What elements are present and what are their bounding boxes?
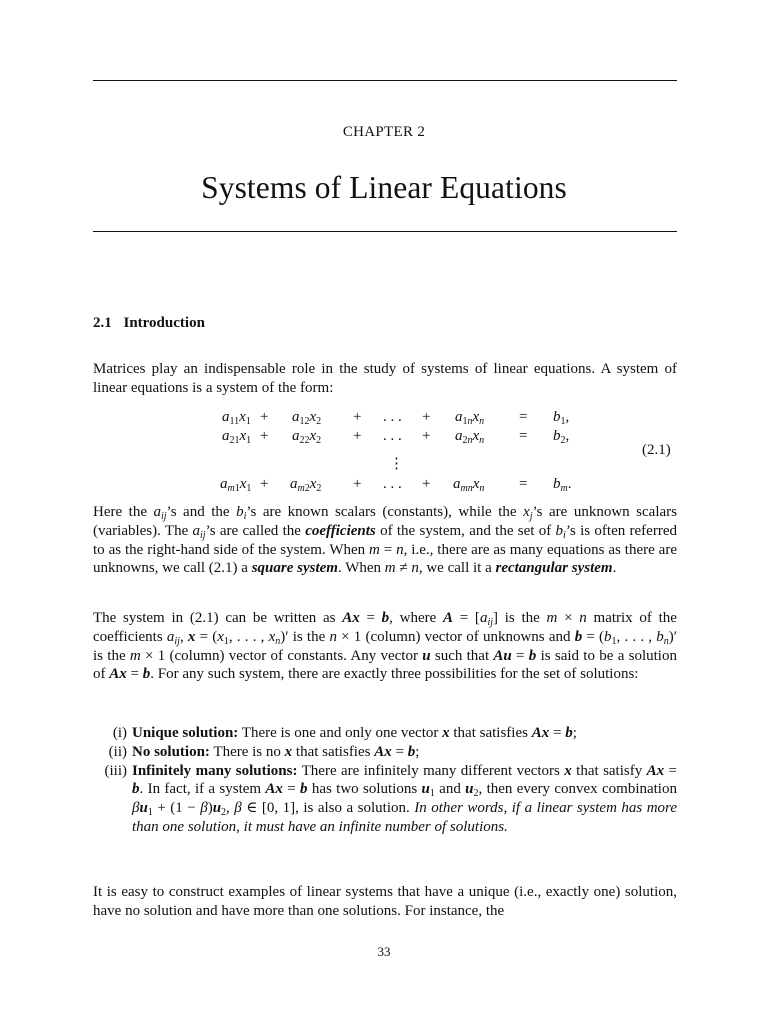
top-rule [93, 80, 677, 81]
chapter-label: CHAPTER 2 [342, 124, 426, 140]
equation-operator: + [353, 428, 362, 444]
list-item: (ii) No solution: There is no x that satisfies Ax = b; [93, 743, 677, 762]
list-item: (iii) Infinitely many solutions: There are infinitely many different vectors x that satisfy Ax = b. In fact, if a system Ax = b has two solutions $u_1$ and $u_2$, then every convex combination $\beta u_1 + (1 - \beta)u_2$, β ∈ [0, 1], is also a solution. In other words, if a linear system has more than one solution, it must have an infinite number of solutions. [93, 762, 677, 837]
list-item: (i) Unique solution: There is one and only one vector x that satisfies Ax = b; [93, 724, 677, 743]
equation-term: $a_{22}x_2$ [292, 428, 322, 446]
equation-operator: + [353, 409, 362, 425]
equation-equals: = [519, 409, 528, 425]
equation-term: $a_{mn}x_n$ [453, 476, 485, 494]
equation-operator: + [353, 476, 362, 492]
paragraph-intro: Matrices play an indispensable role in the study of systems of linear equations. A system of linear equations is a system of the form: [93, 361, 677, 396]
list-item-title: Infinitely many solutions: [132, 762, 298, 779]
equation-operator: + [422, 476, 431, 492]
page-number: 33 [377, 944, 391, 959]
paragraph-definitions: Here the $a_{ij}’s$ and the $b_i’s$ are known scalars (constants), while the $x_j’s$ are unknown scalars (variables). The $a_{ij}’s$ are called the coefficients of the system, and the set of $b_i’s$ is often referred to as the right-hand side of the system. When m = n, i.e., there are as many equations as there are unknowns, we call (2.1) a square system. When m ≠ n, we call it a rectangular system. [93, 504, 677, 577]
list-label: (i) [112, 725, 127, 741]
title-rule [93, 231, 677, 232]
vertical-ellipsis: ⋮ [389, 456, 404, 472]
paragraph-examples: It is easy to construct examples of linear systems that have a unique (i.e., exactly one) solution, have no solution and have more than one solutions. For instance, the [93, 884, 677, 919]
equation-rhs: $b_1$, [553, 409, 570, 427]
equation-rhs: $b_2$, [553, 428, 570, 446]
equation-rhs: $b_m$. [553, 476, 572, 494]
list-item-title: Unique solution: [132, 725, 239, 741]
paragraph-matrix-form: The system in (2.1) can be written as Ax = b, where $A = [a_{ij}]$ is the m × n matrix of the coefficients $a_{ij}$, $x = (x_1$, . . . , $x_n)'$ is the n × 1 (column) vector of unknowns and $b = (b_1$, . . . , $b_n)'$ is the m × 1 (column) vector of constants. Any vector u such that Au = b is said to be a solution of Ax = b. For any such system, there are exactly three possibilities for the set of solutions: [93, 610, 677, 683]
equation-operator: + [422, 428, 431, 444]
chapter-title: Systems of Linear Equations [201, 170, 567, 205]
equation-operator: + [260, 409, 269, 425]
list-label: (iii) [104, 762, 127, 779]
equation-term: $a_{21}x_1$ [222, 428, 252, 446]
list-item-title: No solution: [132, 743, 210, 760]
equation-term: $a_{m1}x_1$ [220, 476, 252, 494]
list-item-note: In other words, if a linear system has more than one solution, it must have an infinite number of solutions. [132, 800, 677, 835]
equation-operator: + [260, 476, 269, 492]
equation-equals: = [519, 476, 528, 492]
equation-term: $a_{11}x_1$ [222, 409, 251, 427]
equation-term: $a_{12}x_2$ [292, 409, 322, 427]
section-number: 2.1 [93, 315, 112, 331]
equation-term: $a_{1n}x_n$ [455, 409, 485, 427]
equation-operator: + [260, 428, 269, 444]
equation-ellipsis: . . . [383, 428, 402, 444]
equation-equals: = [519, 428, 528, 444]
equation-ellipsis: . . . [383, 476, 402, 492]
equation-operator: + [422, 409, 431, 425]
equation-term: $a_{2n}x_n$ [455, 428, 485, 446]
equation-ellipsis: . . . [383, 409, 402, 425]
equation-number: (2.1) [642, 442, 671, 458]
list-label: (ii) [108, 743, 127, 760]
solution-possibilities-list [93, 724, 677, 837]
equation-term: $a_{m2}x_2$ [290, 476, 322, 494]
section-heading [93, 315, 205, 332]
section-title: Introduction [123, 315, 205, 331]
